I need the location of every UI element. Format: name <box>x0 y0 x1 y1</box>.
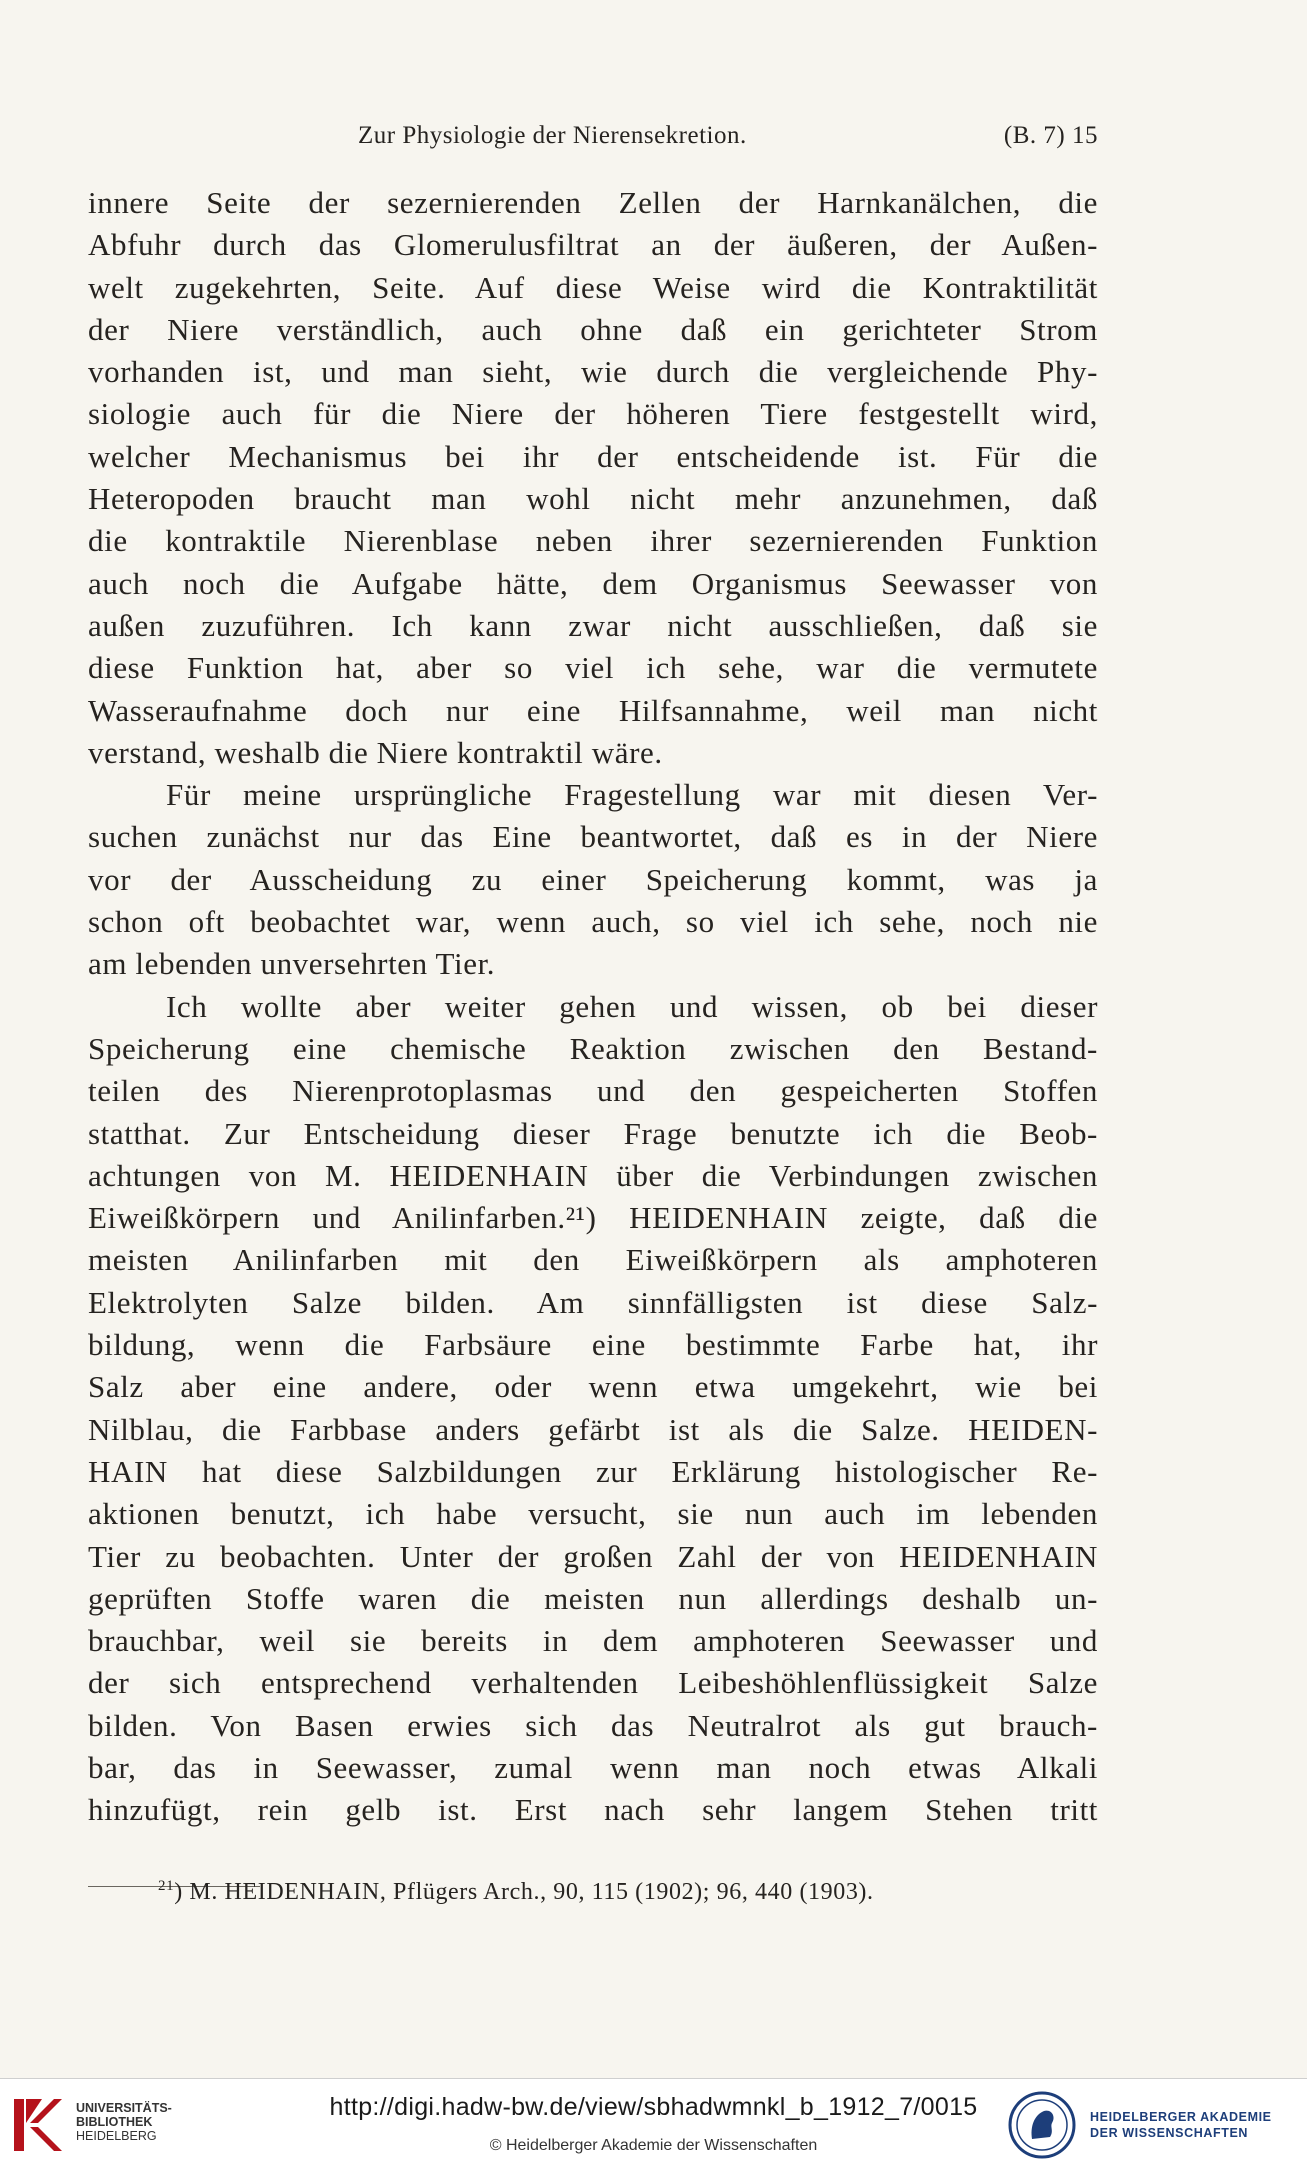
text-line: bar, das in Seewasser, zumal wenn man noch etwas Alkali <box>88 1749 1098 1785</box>
library-name-line: BIBLIOTHEK <box>76 2115 153 2129</box>
text-line: bildung, wenn die Farbsäure eine bestimmte Farbe hat, ihr <box>88 1327 1098 1363</box>
text-line: statthat. Zur Entscheidung dieser Frage benutzte ich die Beob- <box>88 1115 1098 1151</box>
footnote-marker: 21 <box>158 1878 175 1894</box>
text-line: der sich entsprechend verhaltenden Leibeshöhlenflüssigkeit Salze <box>88 1665 1098 1701</box>
text-line: Für meine ursprüngliche Fragestellung war mit diesen Ver- <box>166 777 1098 813</box>
text-line: Elektrolyten Salze bilden. Am sinnfälligsten ist diese Salz- <box>88 1284 1098 1320</box>
text-line: suchen zunächst nur das Eine beantwortet, daß es in der Niere <box>88 819 1098 855</box>
text-line: außen zuzuführen. Ich kann zwar nicht ausschließen, daß sie <box>88 607 1098 643</box>
copyright-notice: © Heidelberger Akademie der Wissenschaften <box>489 2137 818 2154</box>
text-line: brauchbar, weil sie bereits in dem amphoteren Seewasser und <box>88 1623 1098 1659</box>
text-line: verstand, weshalb die Niere kontraktil wäre. <box>88 734 663 770</box>
library-name-line: HEIDELBERG <box>76 2129 157 2143</box>
text-line: teilen des Nierenprotoplasmas und den gespeicherten Stoffen <box>88 1073 1098 1109</box>
text-line: Tier zu beobachten. Unter der großen Zahl der von HEIDENHAIN <box>88 1538 1098 1574</box>
text-line: Speicherung eine chemische Reaktion zwischen den Bestand- <box>88 1030 1098 1066</box>
footnote <box>158 1866 874 1912</box>
body-text <box>88 182 1098 1832</box>
text-line: welcher Mechanismus bei ihr der entscheidende ist. Für die <box>88 438 1098 474</box>
text-line: Abfuhr durch das Glomerulusfiltrat an der äußeren, der Außen- <box>88 227 1098 263</box>
text-line: die kontraktile Nierenblase neben ihrer sezernierenden Funktion <box>88 523 1098 559</box>
text-line: innere Seite der sezernierenden Zellen der Harnkanälchen, die <box>88 185 1098 220</box>
academy-name-line: DER WISSENSCHAFTEN <box>1090 2126 1249 2140</box>
text-line: geprüften Stoffe waren die meisten nun allerdings deshalb un- <box>88 1580 1098 1616</box>
text-line: vorhanden ist, und man sieht, wie durch die vergleichende Phy- <box>88 354 1098 390</box>
digitization-footer <box>0 2078 1307 2170</box>
text-line: Ich wollte aber weiter gehen und wissen, ob bei dieser <box>166 988 1098 1024</box>
text-line: bilden. Von Basen erwies sich das Neutralrot als gut brauch- <box>88 1707 1098 1743</box>
running-header <box>88 122 1098 162</box>
academy-name-line: HEIDELBERGER AKADEMIE <box>1090 2110 1272 2124</box>
text-line: achtungen von M. HEIDENHAIN über die Verbindungen zwischen <box>88 1157 1098 1193</box>
footnote-text: ) M. HEIDENHAIN, Pflügers Arch., 90, 115 (1902); 96, 440 (1903). <box>174 1879 874 1905</box>
text-line: aktionen benutzt, ich habe versucht, sie nun auch im lebenden <box>88 1496 1098 1532</box>
running-title: Zur Physiologie der Nierensekretion. <box>358 122 747 149</box>
text-line: am lebenden unversehrten Tier. <box>88 946 496 982</box>
text-line: hinzufügt, rein gelb ist. Erst nach sehr langem Stehen tritt <box>88 1792 1098 1828</box>
text-line: der Niere verständlich, auch ohne daß ein gerichteter Strom <box>88 311 1098 347</box>
page-number: (B. 7) 15 <box>1003 122 1098 149</box>
text-line: auch noch die Aufgabe hätte, dem Organismus Seewasser von <box>88 565 1098 601</box>
text-line: Heteropoden braucht man wohl nicht mehr anzunehmen, daß <box>88 481 1098 517</box>
text-line: diese Funktion hat, aber so viel ich sehe, war die vermutete <box>88 650 1098 686</box>
text-line: meisten Anilinfarben mit den Eiweißkörpern als amphoteren <box>88 1242 1098 1278</box>
text-line: siologie auch für die Niere der höheren Tiere festgestellt wird, <box>88 396 1098 432</box>
text-line: Nilblau, die Farbbase anders gefärbt ist als die Salze. HEIDEN- <box>88 1411 1098 1447</box>
academy-seal-icon[interactable] <box>1008 2091 1076 2159</box>
text-line: schon oft beobachtet war, wenn auch, so viel ich sehe, noch nie <box>88 904 1098 940</box>
text-line: Eiweißkörpern und Anilinfarben.²¹) HEIDENHAIN zeigte, daß die <box>88 1200 1098 1236</box>
academy-name <box>1090 2109 1272 2141</box>
library-name-line: UNIVERSITÄTS- <box>76 2101 172 2115</box>
text-line: welt zugekehrten, Seite. Auf diese Weise wird die Kontraktilität <box>88 269 1098 305</box>
text-line: vor der Ausscheidung zu einer Speicherung kommt, was ja <box>88 861 1098 897</box>
permalink-url[interactable]: http://digi.hadw-bw.de/view/sbhadwmnkl_b_1912_7/0015 <box>329 2093 978 2121</box>
text-line: HAIN hat diese Salzbildungen zur Erklärung histologischer Re- <box>88 1453 1098 1489</box>
text-line: Salz aber eine andere, oder wenn etwa umgekehrt, wie bei <box>88 1369 1098 1405</box>
text-line: Wasseraufnahme doch nur eine Hilfsannahme, weil man nicht <box>88 692 1098 728</box>
